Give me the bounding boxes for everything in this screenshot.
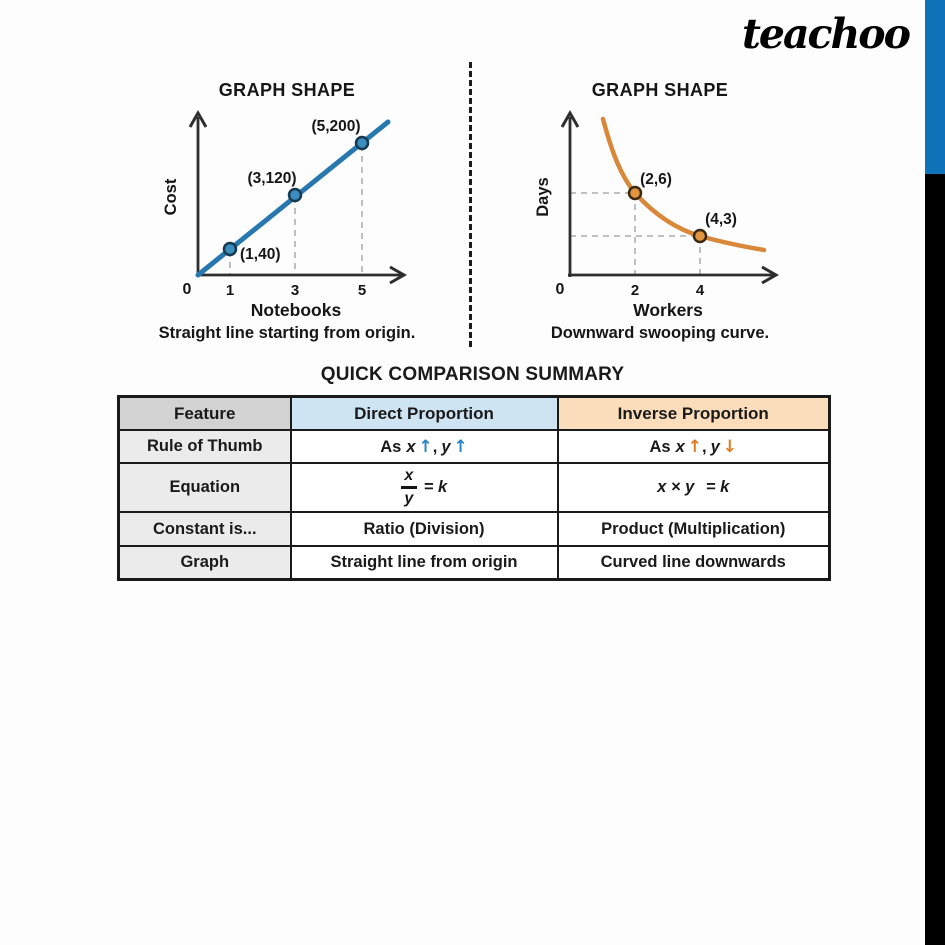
x-tick-2: 2 [630,282,640,299]
up-arrow-icon: ↑ [418,436,433,457]
col-header-direct-proportion: Direct Proportion [291,397,558,431]
equation-rhs: = k [705,478,730,496]
rule-text: As [380,437,402,456]
comparison-table [117,395,831,581]
row-label-equation: Equation [119,463,291,512]
point-label: (4,3) [705,211,737,228]
equation-rhs: = k [423,478,448,496]
right-edge-black-bar [925,0,945,945]
table-row-equation [119,463,830,512]
data-point [224,243,236,255]
cell-constant-inverse: Product (Multiplication) [558,512,830,546]
x-variable: x [675,437,685,456]
cell-rule-inverse [558,430,830,463]
data-point [629,187,641,199]
cell-equation-direct [291,463,558,512]
rule-text: As [649,437,671,456]
row-label-rule-of-thumb: Rule of Thumb [119,430,291,463]
x-axis-label: Notebooks [250,300,342,320]
cell-graph-direct: Straight line from origin [291,546,558,580]
data-point [694,230,706,242]
point-label: (2,6) [640,171,672,188]
up-arrow-icon: ↑ [453,436,468,457]
data-point [289,189,301,201]
chart-caption: Downward swooping curve. [550,324,770,342]
x-tick-3: 3 [290,282,300,299]
x-variable: x [406,437,416,456]
row-label-graph: Graph [119,546,291,580]
chart-title: GRAPH SHAPE [218,80,356,100]
teachoo-logo: teachoo [741,10,909,58]
data-point [356,137,368,149]
col-header-inverse-proportion: Inverse Proportion [558,397,830,431]
chart-caption: Straight line starting from origin. [158,324,416,342]
chart-title: GRAPH SHAPE [591,80,729,100]
cell-graph-inverse: Curved line downwards [558,546,830,580]
fraction [401,468,417,507]
fraction-denominator: y [404,489,414,507]
inverse-curve [603,119,764,250]
y-variable: y [441,437,451,456]
table-row-constant [119,512,830,546]
fraction-numerator: x [404,467,414,485]
col-header-feature: Feature [119,397,291,431]
direct-proportion-chart [118,73,463,345]
vertical-dashed-divider [469,62,472,347]
inverse-proportion-chart [488,73,803,345]
summary-heading: QUICK COMPARISON SUMMARY [320,364,625,385]
equation-lhs: x × y [657,478,695,496]
right-edge-blue-bar [925,0,945,174]
x-tick-0: 0 [555,281,565,298]
x-tick-1: 1 [225,282,235,299]
point-label: (1,40) [240,246,281,263]
x-tick-5: 5 [357,282,367,299]
row-label-constant: Constant is... [119,512,291,546]
comma: , [432,437,438,456]
y-axis-label: Cost [162,178,180,216]
cell-constant-direct: Ratio (Division) [291,512,558,546]
up-arrow-icon: ↑ [687,436,702,457]
cell-rule-direct [291,430,558,463]
cell-equation-inverse [558,463,830,512]
y-axis-label: Days [534,177,552,217]
table-header-row [119,397,830,431]
x-tick-0: 0 [182,281,192,298]
point-label: (5,200) [311,118,361,135]
x-tick-4: 4 [695,282,705,299]
table-row-graph [119,546,830,580]
point-label: (3,120) [247,170,297,187]
down-arrow-icon: ↓ [722,436,738,457]
table-row-rule-of-thumb [119,430,830,463]
x-axis-label: Workers [633,300,703,320]
fraction-bar [401,486,417,489]
comma: , [702,437,707,456]
y-variable: y [710,437,720,456]
